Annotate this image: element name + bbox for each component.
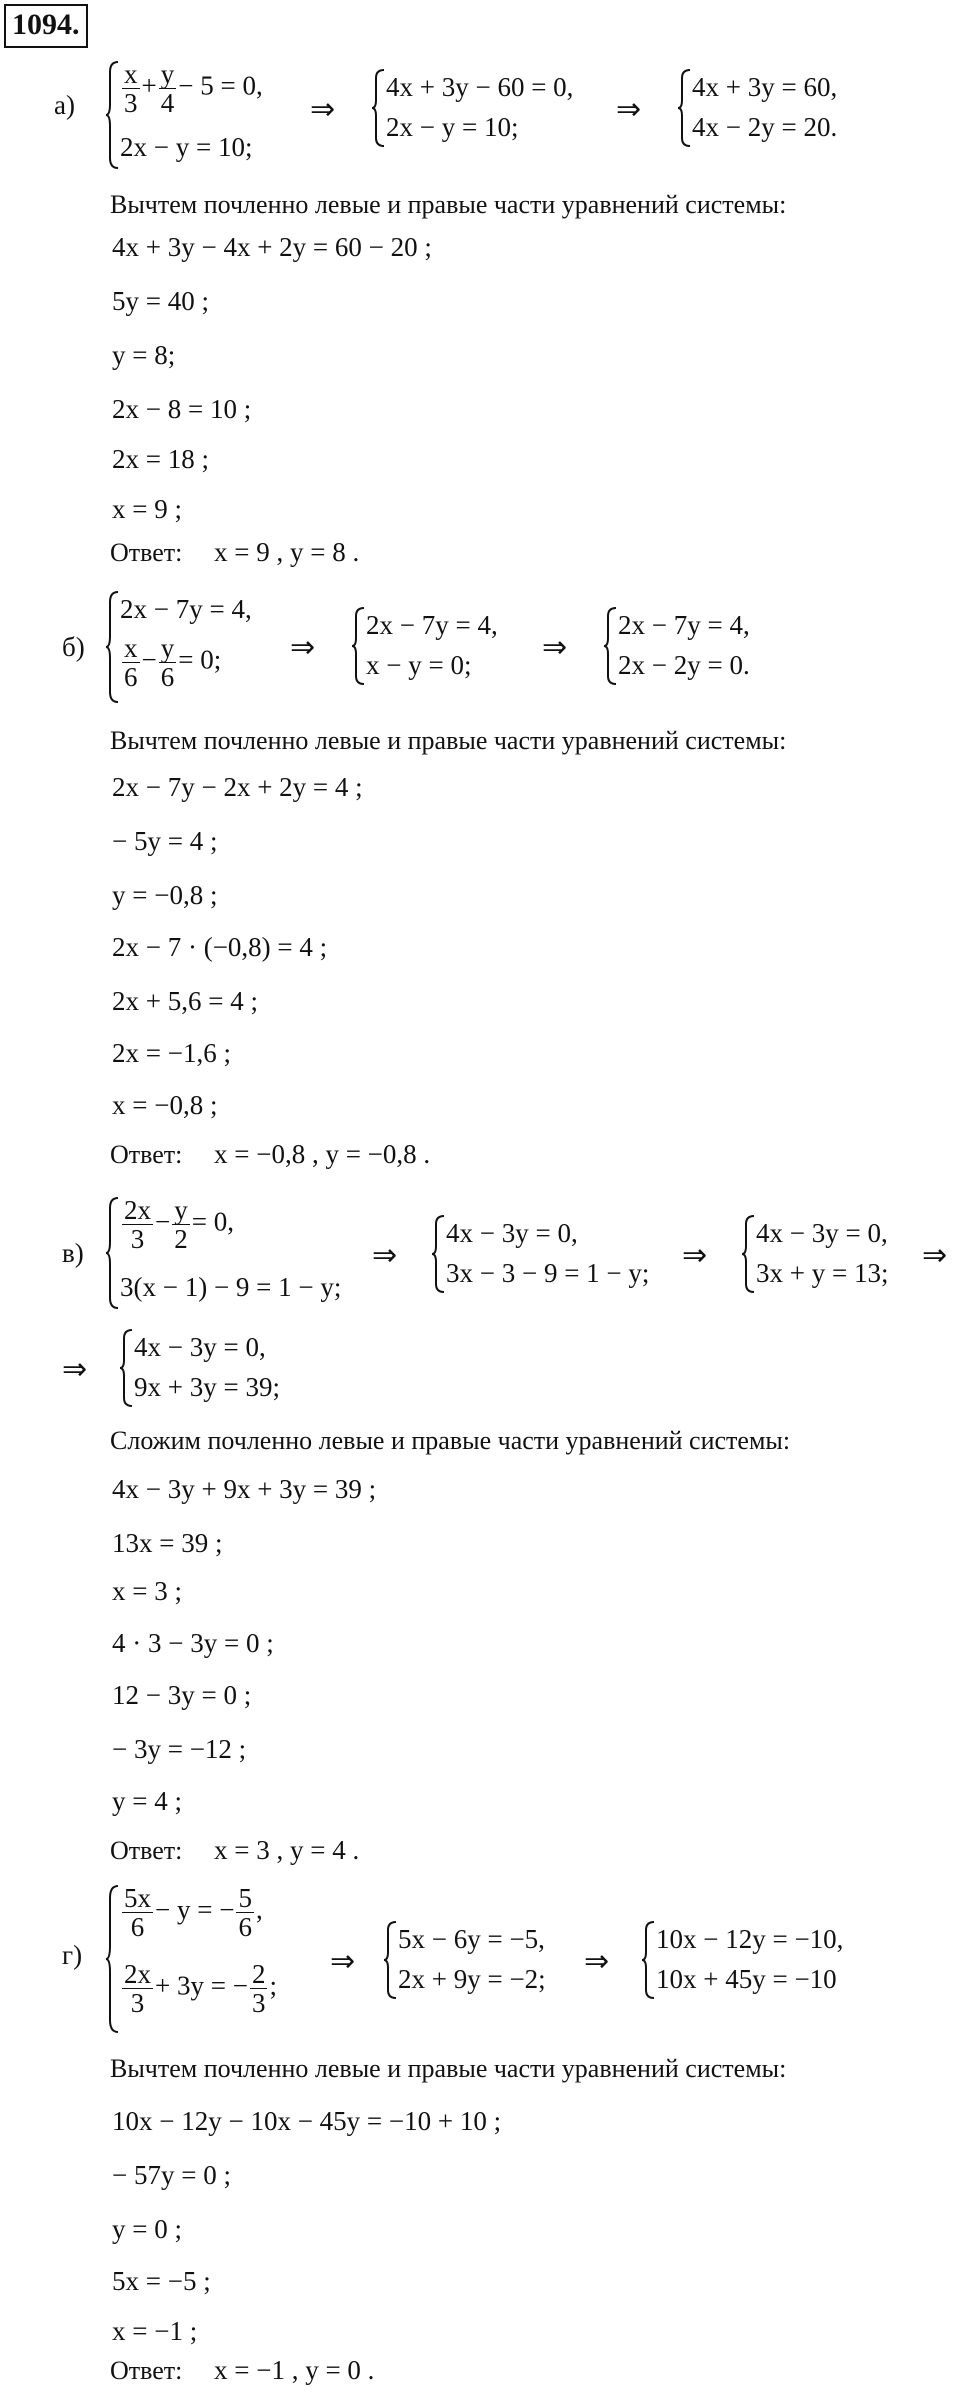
step: y = −0,8 ; — [112, 880, 218, 910]
implies-arrow: ⇒ — [542, 630, 568, 665]
equation: 9x + 3y = 39; — [134, 1372, 280, 1402]
answer-label: Ответ: — [110, 1836, 183, 1865]
step: x = −1 ; — [112, 2316, 198, 2346]
step: x = −0,8 ; — [112, 1090, 218, 1120]
fraction: $\frac{2x}{3}$ — [124, 1959, 151, 2018]
step: 4x + 3y − 4x + 2y = 60 − 20 ; — [112, 232, 432, 262]
part-c-system-1: $\frac{2x}{3}$ − $\frac{y}{2}$ = 0, 3(x − 1) − 9 = 1 − y; — [106, 1196, 366, 1310]
answer: x = 9 , y = 8 . — [214, 537, 360, 567]
part-a-system-2 — [372, 68, 602, 148]
part-a-label: а) — [54, 90, 75, 120]
method-note: Вычтем почленно левые и правые части уравнений системы: — [110, 2054, 787, 2083]
step: 5y = 40 ; — [112, 286, 209, 316]
equation: 4x + 3y = 60, — [692, 72, 838, 102]
fraction: $\frac{2}{3}$ — [251, 1959, 266, 2018]
step: 2x = 18 ; — [112, 444, 209, 474]
method-note: Вычтем почленно левые и правые части уравнений системы: — [110, 190, 787, 219]
part-c-system-3 — [742, 1214, 912, 1294]
implies-arrow: ⇒ — [922, 1238, 948, 1273]
implies-arrow: ⇒ — [330, 1944, 356, 1979]
part-b-system-2 — [352, 606, 532, 686]
step: − 3y = −12 ; — [112, 1734, 247, 1764]
part-d-system-1: $\frac{5x}{6}$ − y = − $\frac{5}{6}$ , $\frac{2x}{3}$ + 3y = − $\frac{2}{3}$ ; — [106, 1884, 346, 2034]
step: x = 3 ; — [112, 1576, 182, 1606]
part-d-system-3 — [642, 1920, 882, 2000]
equation: 2x − y = 10; — [120, 132, 253, 162]
step: 4x − 3y + 9x + 3y = 39 ; — [112, 1474, 377, 1504]
step: 4 · 3 − 3y = 0 ; — [112, 1628, 274, 1658]
fraction: $\frac{y}{4}$ — [160, 59, 175, 118]
implies-arrow: ⇒ — [372, 1238, 398, 1273]
equation: 2x − 2y = 0. — [618, 650, 750, 680]
part-b-label: б) — [62, 632, 85, 662]
answer: x = 3 , y = 4 . — [214, 1835, 360, 1865]
equation: 3x − 3 − 9 = 1 − y; — [446, 1258, 650, 1288]
fraction: $\frac{2x}{3}$ — [124, 1195, 151, 1254]
fraction: $\frac{y}{2}$ — [174, 1195, 188, 1254]
implies-arrow: ⇒ — [310, 92, 336, 127]
step: 2x − 8 = 10 ; — [112, 394, 252, 424]
equation: 10x − 12y = −10, — [656, 1924, 844, 1954]
part-d-system-2 — [384, 1920, 574, 2000]
step: 10x − 12y − 10x − 45y = −10 + 10 ; — [112, 2106, 502, 2136]
method-note: Вычтем почленно левые и правые части уравнений системы: — [110, 726, 787, 755]
equation: 4x − 3y = 0, — [756, 1218, 888, 1248]
answer: x = −0,8 , y = −0,8 . — [214, 1139, 431, 1169]
fraction: $\frac{5x}{6}$ — [124, 1883, 151, 1942]
part-b-system-3 — [604, 606, 804, 686]
step: 2x − 7y − 2x + 2y = 4 ; — [112, 772, 363, 802]
implies-arrow: ⇒ — [290, 630, 316, 665]
part-a-system-3 — [678, 68, 908, 148]
equation: 5x − 6y = −5, — [398, 1924, 545, 1954]
step: 2x = −1,6 ; — [112, 1038, 231, 1068]
step: 13x = 39 ; — [112, 1528, 223, 1558]
fraction: $\frac{y}{6}$ — [160, 633, 175, 692]
part-c-label: в) — [62, 1238, 84, 1268]
equation: 2x − 7y = 4, — [618, 610, 750, 640]
answer-label: Ответ: — [110, 2356, 183, 2385]
fraction: $\frac{5}{6}$ — [238, 1883, 252, 1942]
step: − 57y = 0 ; — [112, 2160, 231, 2190]
equation: 4x − 3y = 0, — [134, 1332, 266, 1362]
step: 2x + 5,6 = 4 ; — [112, 986, 258, 1016]
step: 2x − 7 · (−0,8) = 4 ; — [112, 932, 328, 962]
answer-label: Ответ: — [110, 1140, 183, 1169]
equation: 4x + 3y − 60 = 0, — [386, 72, 574, 102]
answer-label: Ответ: — [110, 538, 183, 567]
step: 12 − 3y = 0 ; — [112, 1680, 252, 1710]
implies-arrow: ⇒ — [584, 1944, 610, 1979]
equation: 2x − 7y = 4, — [366, 610, 498, 640]
step: y = 4 ; — [112, 1786, 182, 1816]
step: 5x = −5 ; — [112, 2266, 211, 2296]
equation: 3x + y = 13; — [756, 1258, 889, 1288]
equation: 2x − y = 10; — [386, 112, 519, 142]
step: y = 0 ; — [112, 2214, 182, 2244]
step: y = 8; — [112, 340, 176, 370]
equation: x − y = 0; — [366, 650, 472, 680]
part-c-system-2 — [432, 1214, 672, 1294]
answer: x = −1 , y = 0 . — [214, 2355, 375, 2385]
equation: 2x + 9y = −2; — [398, 1964, 546, 1994]
fraction: $\frac{x}{6}$ — [124, 633, 138, 692]
equation: 3(x − 1) − 9 = 1 − y; — [120, 1272, 342, 1302]
part-a-system-1: $\frac{x}{3}$ + $\frac{y}{4}$ − 5 = 0, 2x − y = 10; — [106, 60, 296, 170]
equation: 4x − 3y = 0, — [446, 1218, 578, 1248]
equation: 4x − 2y = 20. — [692, 112, 838, 142]
fraction: $\frac{x}{3}$ — [124, 59, 138, 118]
part-d-label: г) — [62, 1940, 83, 1970]
equation: 10x + 45y = −10 — [656, 1964, 837, 1994]
implies-arrow: ⇒ — [616, 92, 642, 127]
equation: 2x − 7y = 4, — [120, 594, 252, 624]
implies-arrow: ⇒ — [62, 1352, 88, 1387]
problem-number: 1094. — [4, 4, 88, 48]
method-note: Сложим почленно левые и правые части уравнений системы: — [110, 1426, 791, 1455]
step: − 5y = 4 ; — [112, 826, 218, 856]
implies-arrow: ⇒ — [682, 1238, 708, 1273]
part-b-system-1: 2x − 7y = 4, $\frac{x}{6}$ − $\frac{y}{6}$ = 0; — [106, 590, 306, 704]
brace-icon — [106, 60, 120, 170]
step: x = 9 ; — [112, 494, 182, 524]
part-c-system-4 — [120, 1328, 320, 1408]
